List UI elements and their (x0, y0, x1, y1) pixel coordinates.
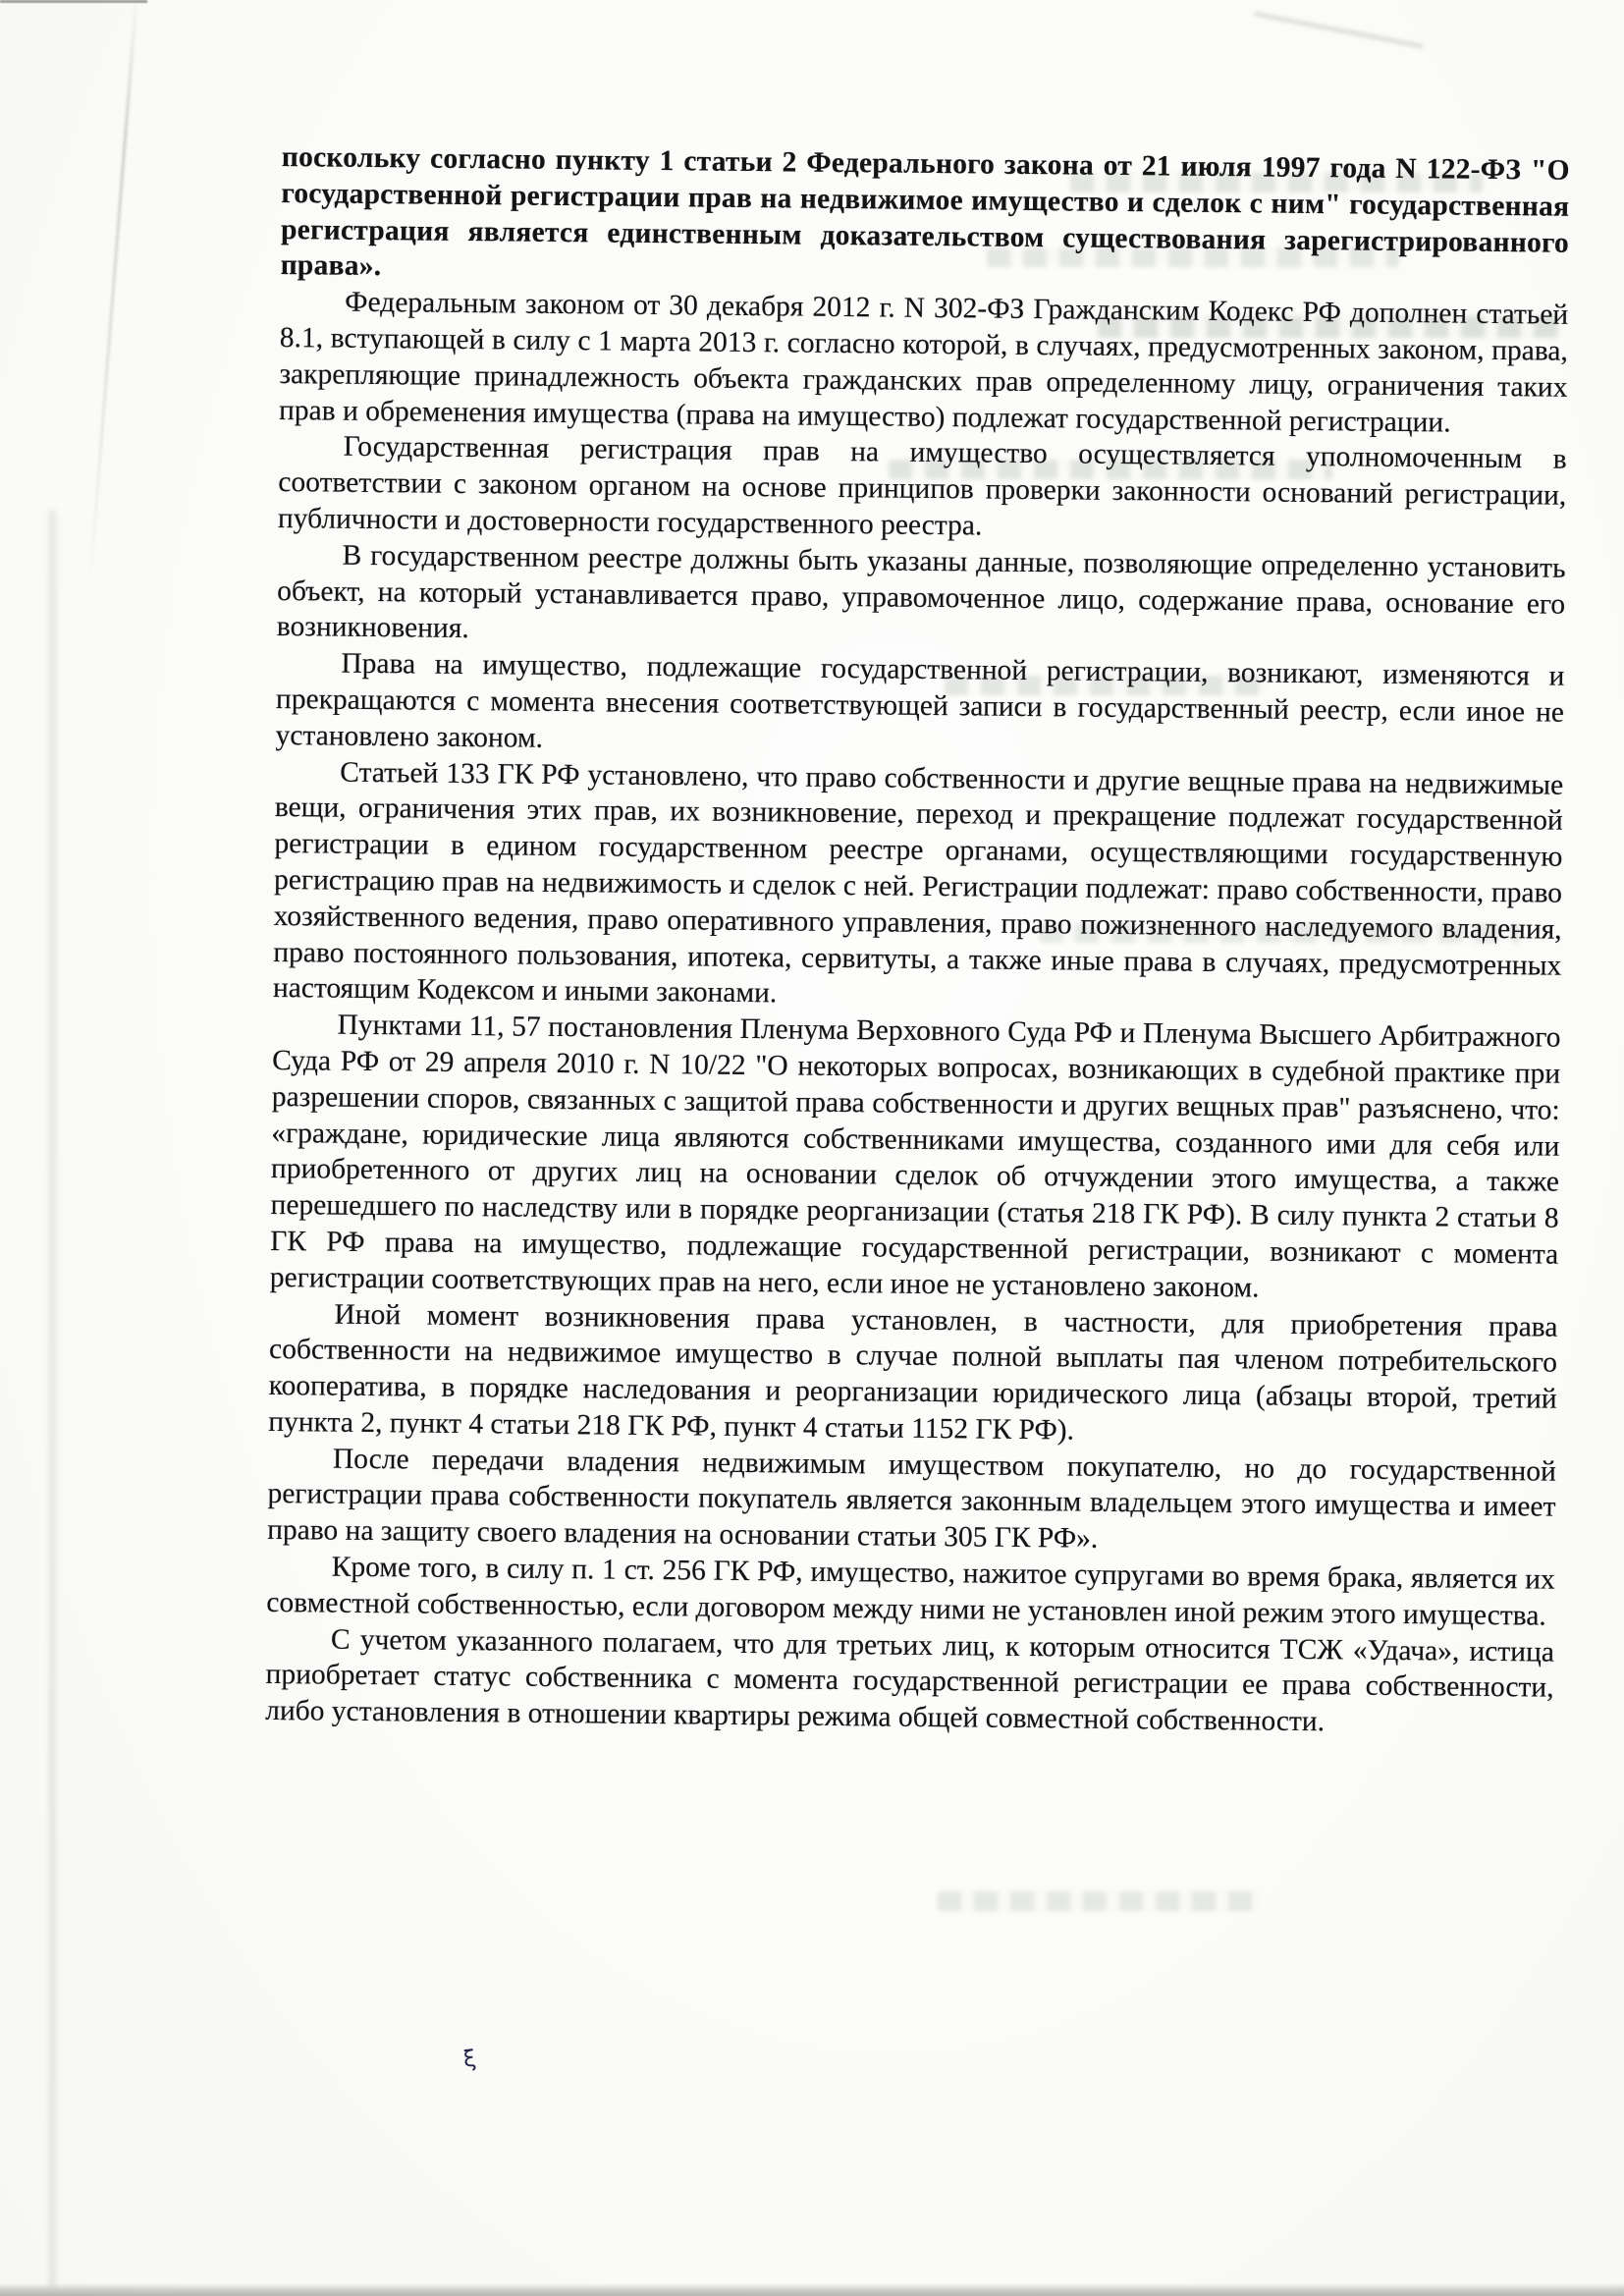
fold-crease-right-artifact (1254, 12, 1424, 48)
scan-bottom-edge-artifact (0, 2283, 1624, 2296)
paragraph-5: Права на имущество, подлежащие государственной регистрации, возникают, изменяются и прекращаются с момента внесения соответствующей записи в государственный реестр, если иное не установлено законом. (275, 647, 1565, 754)
bleedthrough-ghost-text (938, 1891, 1262, 1911)
paragraph-4: В государственном реестре должны быть указаны данные, позволяющие определенно установить объект, на который устанавливается право, управомоченное лицо, содержание права, основание его возникновения. (276, 539, 1566, 645)
fold-crease-left-artifact (88, 0, 138, 585)
paragraph-9: После передачи владения недвижимым имуществом покупателю, но до государственной регистрации права собственности покупатель является законным владельцем этого имущества и имеет право на защиту своего владения на основании статьи 305 ГК РФ». (267, 1443, 1557, 1556)
scan-top-edge-artifact (0, 0, 147, 3)
paragraph-8: Иной момент возникновения права установлен, в частности, для приобретения права собственности на недвижимое имущество в случае полной выплаты пая членом потребительского кооператива, в порядке наследования и реорганизации юридического лица (абзацы второй, третий пункта 2, пункт 4 статьи 218 ГК РФ, пункт 4 статьи 1152 ГК РФ). (268, 1298, 1558, 1447)
scan-left-shadow-artifact (49, 511, 56, 2288)
paragraph-2: Федеральным законом от 30 декабря 2012 г. N 302-ФЗ Гражданским Кодекс РФ дополнен статьей 8.1, вступающей в силу с 1 марта 2013 г. согласно которой, в случаях, предусмотренных законом, права, закрепляющие принадлежность объекта гражданских прав определенному лицу, ограничения таких прав и обременения имущества (права на имущество) подлежат государственной регистрации. (278, 286, 1569, 439)
paragraph-7: Пунктами 11, 57 постановления Пленума Верховного Суда РФ и Пленума Высшего Арбитражного Суда РФ от 29 апреля 2010 г. N 10/22 "О некоторых вопросах, возникающих в судебной практике при разрешении споров, связанных с защитой права собственности и других вещных прав" разъяснено, что: «граждане, юридические лица являются собственниками имущества, созданного ими для себя или приобретенного от других лиц на основании сделок об отчуждении этого имущества, а также перешедшего по наследству или в порядке реорганизации (статья 218 ГК РФ). В силу пункта 2 статьи 8 ГК РФ права на имущество, подлежащие государственной регистрации, возникают с момента регистрации соответствующих прав на него, если иное не установлено законом. (269, 1009, 1561, 1304)
stray-ink-mark: ξ (461, 2046, 478, 2073)
paragraph-1: поскольку согласно пункту 1 статьи 2 Федерального закона от 21 июля 1997 года N 122-ФЗ "О государственной регистрации прав на недвижимое имущество и сделок с ним" государственная регистрация является единственным доказательством существования зарегистрированного права». (280, 140, 1570, 283)
paragraph-6: Статьей 133 ГК РФ установлено, что право собственности и другие вещные права на недвижимые вещи, ограничения этих прав, их возникновение, переход и прекращение подлежат государственной регистрации в едином государственном реестре органами, осуществляющими государственную регистрацию прав на недвижимость и сделок с ней. Регистрации подлежат: право собственности, право хозяйственного ведения, право оперативного управления, право пожизненного наследуемого владения, право постоянного пользования, ипотека, сервитуты, а также иные права в случаях, предусмотренных настоящим Кодексом и иными законами. (272, 756, 1564, 1010)
paragraph-3: Государственная регистрация прав на имущество осуществляется уполномоченным в соответствии с законом органом на основе принципов проверки законности оснований регистрации, публичности и достоверности государственного реестра. (277, 431, 1567, 542)
paragraph-10: Кроме того, в силу п. 1 ст. 256 ГК РФ, имущество, нажитое супругами во время брака, является их совместной собственностью, если договором между ними не установлен иной режим этого имущества. (266, 1551, 1555, 1632)
paragraph-11: С учетом указанного полагаем, что для третьих лиц, к которым относится ТСЖ «Удача», истица приобретает статус собственника с момента государственной регистрации ее права собственности, либо установления в отношении квартиры режима общей совместной собственности. (265, 1623, 1555, 1738)
legal-text-body (265, 139, 1570, 1743)
